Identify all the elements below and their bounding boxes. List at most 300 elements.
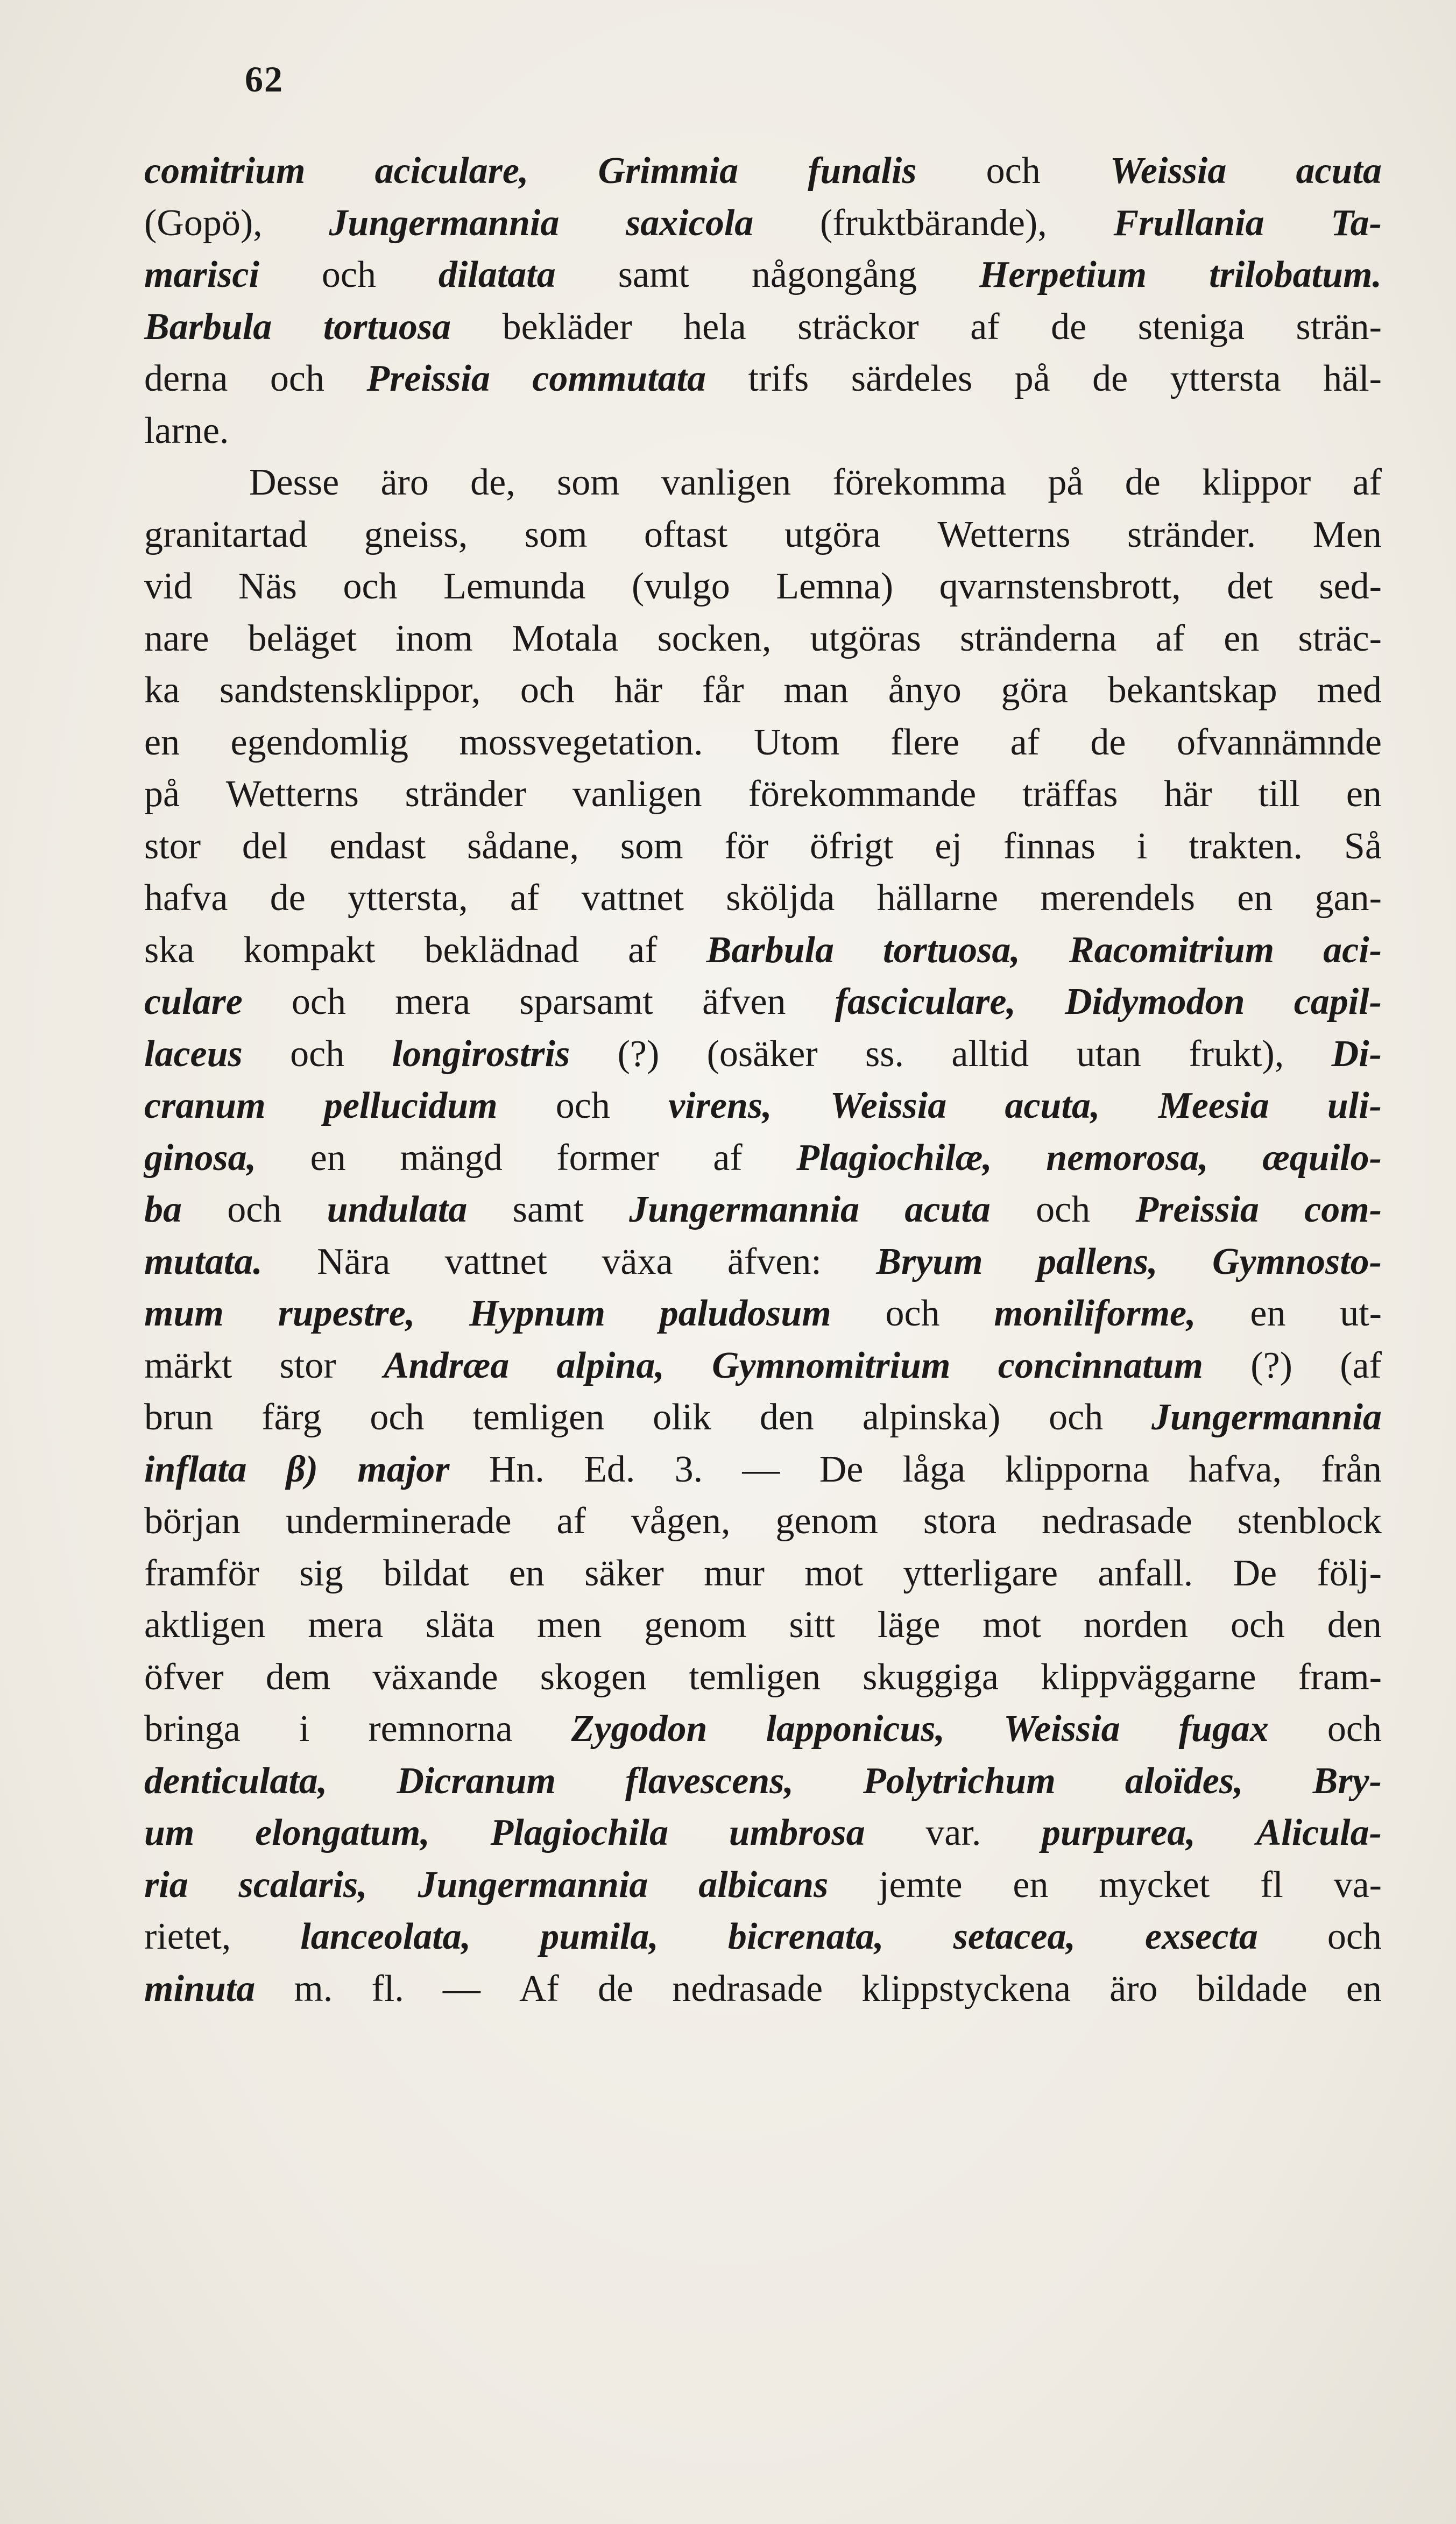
text-line (144, 1392, 1382, 1444)
italic-word: commutata (532, 358, 706, 399)
word: gan- (1314, 877, 1382, 919)
word: samt (512, 1189, 584, 1230)
word: olik (653, 1397, 711, 1438)
word: steniga (1137, 306, 1245, 348)
italic-word: paludosum (659, 1293, 831, 1334)
word: göra (1001, 669, 1068, 711)
word: af (1010, 721, 1040, 763)
word: sträc- (1298, 617, 1382, 659)
word: som (524, 513, 588, 555)
italic-word: ba (144, 1189, 182, 1230)
word: särdeles (851, 358, 973, 399)
word: beklädnad (424, 929, 579, 971)
word: skogen (540, 1656, 647, 1698)
word: sed- (1319, 566, 1382, 607)
italic-word: acuta, (1005, 1085, 1100, 1126)
word: vanligen (572, 773, 702, 815)
italic-word: æquilo- (1262, 1137, 1382, 1179)
word: remnorna (368, 1708, 513, 1750)
word: den (1327, 1604, 1382, 1646)
word: Utom (753, 721, 840, 763)
italic-word: mum (144, 1293, 224, 1334)
word: qvarnstensbrott, (939, 566, 1181, 607)
word: bekläder (502, 306, 632, 348)
word: larne. (144, 410, 229, 452)
word: stor (279, 1344, 336, 1386)
word: läge (877, 1604, 941, 1646)
word: sträckor (797, 306, 919, 348)
word: m. (294, 1968, 333, 2010)
word: på (1048, 462, 1084, 503)
word: beläget (248, 617, 357, 659)
italic-word: laceus (144, 1033, 243, 1075)
word: nare (144, 617, 209, 659)
word: en (1346, 773, 1382, 815)
italic-word: comitrium (144, 150, 306, 192)
word: och (270, 358, 324, 399)
word: flere (890, 721, 960, 763)
word: former (556, 1137, 659, 1179)
word: för (724, 825, 769, 867)
word: stränderna (959, 617, 1117, 659)
italic-word: Weissia (1003, 1708, 1120, 1750)
text-line (144, 301, 1382, 354)
italic-word: um (144, 1812, 195, 1853)
word: mängd (400, 1137, 503, 1179)
word: de (1092, 358, 1128, 399)
word: sandstensklippor, (219, 669, 481, 711)
text-line (144, 1080, 1382, 1132)
word: ej (935, 825, 962, 867)
italic-word: major (357, 1448, 450, 1490)
word: de, (470, 462, 515, 503)
text-line (144, 1807, 1382, 1859)
italic-word: culare (144, 981, 243, 1023)
text-line (144, 1703, 1382, 1755)
word: en (1013, 1864, 1049, 1906)
word: det (1227, 566, 1273, 607)
word: med (1317, 669, 1382, 711)
italic-word: Weissia (1109, 150, 1227, 192)
word: och (986, 150, 1041, 192)
italic-word: Frullania (1113, 202, 1264, 244)
word: sådane, (467, 825, 579, 867)
word: Nära (317, 1240, 391, 1282)
word: från (1321, 1448, 1382, 1490)
word: och (885, 1293, 940, 1334)
italic-word: nemorosa, (1046, 1137, 1208, 1179)
word: växa (602, 1240, 673, 1282)
word: sitt (789, 1604, 836, 1646)
word: stränder (405, 773, 527, 815)
italic-word: com- (1304, 1189, 1382, 1230)
word: Hn. (489, 1448, 545, 1490)
italic-word: funalis (808, 150, 917, 192)
word: var. (925, 1812, 981, 1853)
word: De (1233, 1552, 1277, 1594)
italic-word: concinnatum (998, 1344, 1203, 1386)
word: sig (299, 1552, 343, 1594)
word: (?) (617, 1033, 660, 1075)
word: mycket (1099, 1864, 1210, 1906)
italic-word: acuta (1296, 150, 1382, 192)
word: Desse (249, 462, 340, 503)
italic-word: Meesia (1158, 1085, 1269, 1126)
word: märkt (144, 1344, 232, 1386)
word: fl (1260, 1864, 1283, 1906)
text-line (144, 1132, 1382, 1185)
word: och (1230, 1604, 1285, 1646)
word: som (620, 825, 683, 867)
word: af (970, 306, 1000, 348)
italic-word: alpina, (556, 1344, 665, 1386)
word: träffas (1022, 773, 1118, 815)
italic-word: ria (144, 1864, 188, 1906)
word: de (1125, 462, 1161, 503)
italic-word: exsecta (1144, 1916, 1258, 1957)
word: öfrigt (809, 825, 894, 867)
word: äro (1109, 1968, 1158, 2010)
italic-word: lapponicus, (766, 1708, 945, 1750)
word: frukt), (1189, 1033, 1284, 1075)
word: en (310, 1137, 346, 1179)
italic-word: ginosa, (144, 1137, 257, 1179)
word: Näs (238, 566, 297, 607)
word: gneiss, (364, 513, 468, 555)
word: temligen (472, 1397, 605, 1438)
text-line (144, 1340, 1382, 1392)
italic-word: Herpetium (979, 254, 1147, 295)
word: en (1346, 1968, 1382, 2010)
word: och (1036, 1189, 1091, 1230)
word: skuggiga (863, 1656, 999, 1698)
word: mera (308, 1604, 384, 1646)
italic-word: Andræa (383, 1344, 510, 1386)
word: klippväggarne (1041, 1656, 1256, 1698)
text-line (144, 1911, 1382, 1963)
word: färg (261, 1397, 322, 1438)
word: i (299, 1708, 310, 1750)
italic-word: albicans (698, 1864, 829, 1906)
word: rietet, (144, 1916, 231, 1957)
word: vattnet (581, 877, 684, 919)
word: yttersta (1170, 358, 1281, 399)
text-line (144, 1755, 1382, 1808)
italic-word: dilatata (438, 254, 556, 295)
italic-word: Gymnosto- (1212, 1240, 1382, 1282)
word: 3. (674, 1448, 703, 1490)
italic-word: Didymodon (1065, 981, 1245, 1023)
word: och (1049, 1397, 1104, 1438)
text-line (144, 353, 1382, 405)
word: bildat (383, 1552, 469, 1594)
word: utgöras (810, 617, 921, 659)
word: mot (804, 1552, 864, 1594)
word: ss. (865, 1033, 904, 1075)
word: kompakt (243, 929, 376, 971)
word: af (1352, 462, 1382, 503)
word: Motala (512, 617, 619, 659)
italic-word: mutata. (144, 1240, 263, 1282)
italic-word: lanceolata, (300, 1916, 471, 1957)
word: ånyo (888, 669, 962, 711)
italic-word: trilobatum. (1209, 254, 1382, 295)
italic-word: Jungermannia (329, 202, 560, 244)
italic-word: Zygodon (571, 1708, 708, 1750)
word: — (742, 1448, 780, 1490)
word: — (442, 1968, 480, 2010)
italic-word: Bry- (1312, 1760, 1382, 1802)
text-line (144, 872, 1382, 925)
word: merendels (1040, 877, 1195, 919)
italic-word: Ta- (1331, 202, 1382, 244)
italic-word: minuta (144, 1968, 256, 2010)
word: vågen, (631, 1500, 731, 1542)
word: hafva, (1189, 1448, 1282, 1490)
word: Ed. (584, 1448, 635, 1490)
word: alpinska) (862, 1397, 1001, 1438)
word: yttersta, (348, 877, 468, 919)
word: ut- (1340, 1293, 1382, 1334)
text-line (144, 821, 1382, 873)
text-line (144, 1184, 1382, 1236)
text-line (144, 1599, 1382, 1652)
word: släta (425, 1604, 495, 1646)
word: jemte (879, 1864, 963, 1906)
word: (osäker (706, 1033, 818, 1075)
word: trifs (748, 358, 809, 399)
italic-word: Jungermannia (629, 1189, 860, 1230)
word: en (508, 1552, 545, 1594)
text-line (144, 1236, 1382, 1288)
word: nedrasade (672, 1968, 823, 2010)
text-line (144, 1496, 1382, 1548)
word: klippstyckena (861, 1968, 1071, 2010)
word: framför (144, 1552, 259, 1594)
word: alltid (951, 1033, 1029, 1075)
italic-word: Jungermannia (1151, 1397, 1382, 1438)
text-line (144, 1548, 1382, 1600)
word: af (713, 1137, 743, 1179)
word: sparsamt (519, 981, 653, 1023)
italic-word: purpurea, (1042, 1812, 1196, 1853)
text-line (144, 561, 1382, 613)
word: följ- (1317, 1552, 1382, 1594)
text-line (144, 976, 1382, 1028)
word: sköljda (726, 877, 835, 919)
italic-word: scalaris, (238, 1864, 367, 1906)
word: på (144, 773, 180, 815)
word: af (556, 1500, 586, 1542)
word: i (1136, 825, 1148, 867)
word: och (370, 1397, 425, 1438)
word: Wetterns (937, 513, 1071, 555)
word: va- (1333, 1864, 1382, 1906)
word: en (1224, 617, 1260, 659)
italic-word: Preissia (1135, 1189, 1259, 1230)
word: Lemunda (443, 566, 586, 607)
word: och (321, 254, 376, 295)
italic-word: Barbula (706, 929, 834, 971)
word: (af (1340, 1344, 1382, 1386)
word: Men (1312, 513, 1382, 555)
word: här (1164, 773, 1212, 815)
italic-word: Hypnum (469, 1293, 605, 1334)
text-line (144, 1859, 1382, 1912)
word: utan (1076, 1033, 1142, 1075)
italic-word: Alicula- (1256, 1812, 1382, 1853)
word: (?) (1250, 1344, 1292, 1386)
italic-word: umbrosa (729, 1812, 865, 1853)
italic-word: saxicola (626, 202, 754, 244)
italic-word: longirostris (392, 1033, 570, 1075)
word: anfall. (1098, 1552, 1193, 1594)
word: de (1051, 306, 1087, 348)
italic-word: uli- (1327, 1085, 1382, 1126)
text-line (144, 1444, 1382, 1496)
word: början (144, 1500, 241, 1542)
italic-word: fugax (1178, 1708, 1269, 1750)
text-line (144, 665, 1382, 717)
word: mur (704, 1552, 765, 1594)
word: (fruktbärande), (820, 202, 1047, 244)
word: äfven (702, 981, 786, 1023)
word: brun (144, 1397, 214, 1438)
text-line (144, 457, 1382, 509)
italic-word: denticulata, (144, 1760, 328, 1802)
word: och (290, 1033, 345, 1075)
word: och (1327, 1916, 1382, 1957)
word: och (291, 981, 346, 1023)
text-line (144, 509, 1382, 561)
text-line (144, 405, 1382, 457)
italic-word: tortuosa (323, 306, 451, 348)
italic-word: Plagiochilæ, (796, 1137, 992, 1179)
italic-word: marisci (144, 254, 259, 295)
italic-word: Di- (1331, 1033, 1382, 1075)
text-line (144, 925, 1382, 977)
italic-word: aci- (1323, 929, 1382, 971)
text-line (144, 249, 1382, 301)
word: häl- (1323, 358, 1382, 399)
word: genom (775, 1500, 878, 1542)
word: mossvegetation. (459, 721, 703, 763)
text-line (144, 1963, 1382, 2015)
word: hela (683, 306, 746, 348)
word: underminerade (285, 1500, 512, 1542)
word: vid (144, 566, 193, 607)
word: stränder. (1127, 513, 1256, 555)
word: nedrasade (1041, 1500, 1192, 1542)
italic-word: elongatum, (255, 1812, 430, 1853)
word: fram- (1298, 1656, 1382, 1698)
text-line (144, 1652, 1382, 1704)
word: af (1155, 617, 1185, 659)
word: på (1014, 358, 1050, 399)
word: Lemna) (776, 566, 893, 607)
italic-word: Racomitrium (1069, 929, 1275, 971)
word: mera (395, 981, 470, 1023)
italic-word: Jungermannia (418, 1864, 648, 1906)
word: och (343, 566, 398, 607)
word: ka (144, 669, 180, 711)
word: trakten. (1189, 825, 1303, 867)
word: ytterligare (903, 1552, 1058, 1594)
word: får (702, 669, 744, 711)
word: bringa (144, 1708, 241, 1750)
text-line (144, 717, 1382, 769)
italic-word: tortuosa, (883, 929, 1020, 971)
italic-word: Dicranum (397, 1760, 556, 1802)
italic-word: moniliforme, (994, 1293, 1196, 1334)
word: hafva (144, 877, 228, 919)
word: som (557, 462, 620, 503)
word: stor (144, 825, 201, 867)
italic-word: Preissia (366, 358, 490, 399)
italic-word: setacea, (953, 1916, 1076, 1957)
word: inom (395, 617, 473, 659)
italic-word: Plagiochila (490, 1812, 669, 1853)
word: äfven: (727, 1240, 822, 1282)
word: ofvannämnde (1176, 721, 1382, 763)
word: klippor (1202, 462, 1311, 503)
word: öfver (144, 1656, 224, 1698)
word: egendomlig (230, 721, 409, 763)
word: derna (144, 358, 228, 399)
word: vattnet (444, 1240, 548, 1282)
word: Så (1344, 825, 1382, 867)
word: de (598, 1968, 634, 2010)
word: klipporna (1005, 1448, 1149, 1490)
italic-word: cranum (144, 1085, 266, 1126)
word: (Gopö), (144, 202, 263, 244)
word: men (536, 1604, 602, 1646)
italic-word: capil- (1294, 981, 1382, 1023)
word: bildade (1196, 1968, 1307, 2010)
body-text (144, 145, 1382, 2015)
word: och (555, 1085, 610, 1126)
word: finnas (1003, 825, 1095, 867)
word: Wetterns (225, 773, 359, 815)
word: temligen (689, 1656, 821, 1698)
word: en (1250, 1293, 1286, 1334)
text-line (144, 613, 1382, 665)
word: hällarne (877, 877, 999, 919)
word: Af (519, 1968, 559, 2010)
italic-word: pallens, (1037, 1240, 1158, 1282)
italic-word: fasciculare, (835, 981, 1016, 1023)
word: De (819, 1448, 864, 1490)
word: aktligen (144, 1604, 266, 1646)
word: här (614, 669, 663, 711)
italic-word: Polytrichum (863, 1760, 1056, 1802)
italic-word: β) (286, 1448, 319, 1490)
word: del (242, 825, 288, 867)
italic-word: Bryum (876, 1240, 983, 1282)
text-line (144, 1288, 1382, 1340)
italic-word: inflata (144, 1448, 247, 1490)
word: den (759, 1397, 814, 1438)
italic-word: virens, (668, 1085, 772, 1126)
word: oftast (644, 513, 728, 555)
italic-word: Gymnomitrium (712, 1344, 951, 1386)
italic-word: undulata (327, 1189, 468, 1230)
italic-word: flavescens, (625, 1760, 794, 1802)
word: stenblock (1237, 1500, 1382, 1542)
word: förekommande (748, 773, 977, 815)
italic-word: acuta (904, 1189, 991, 1230)
word: utgöra (784, 513, 881, 555)
